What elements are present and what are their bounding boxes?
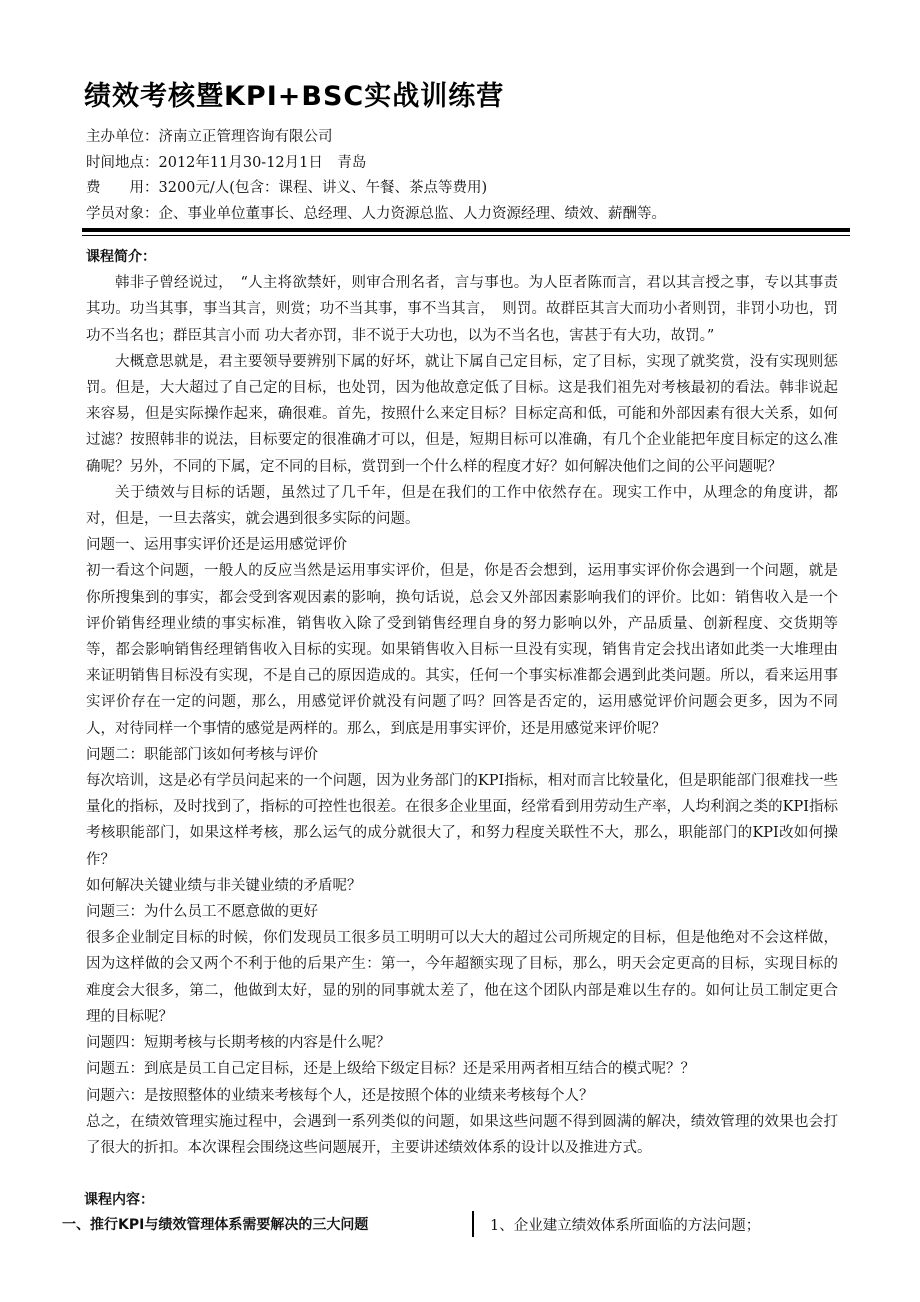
question-2-extra: 如何解决关键业绩与非关键业绩的矛盾呢？ xyxy=(86,877,362,894)
intro-paragraph-2: 大概意思就是，君主要领导要辨别下属的好坏，就让下属自己定目标，定了目标，实现了就奖赏，没有实现则惩罚。但是，大大超过了自己定的目标，也处罚，因为他故意定低了目标。这是我们祖先对考核最初的看法。韩非说起来容易，但是实际操作起来，确很难。首先，按照什么来定目标？目标定高和低，可能和外部因素有很大关系，如何过滤？按照韩非的说法，目标要定的很准确才可以，但是，短期目标可以准确，有几个企业能把年度目标定的这么准确呢？另外，不同的下属，定不同的目标，赏罚到一个什么样的程度才好？如何解决他们之间的公平问题呢？ xyxy=(86,353,838,475)
question-1-title: 问题一、运用事实评价还是运用感觉评价 xyxy=(86,537,347,554)
time-place-line: 时间地点：2012年11月30-12月1日 青岛 xyxy=(86,154,367,171)
question-3-body: 很多企业制定目标的时候，你们发现员工很多员工明明可以大大的超过公司所规定的目标，但是他绝对不会这样做，因为这样做的会又两个不利于他的后果产生：第一，今年超额实现了目标，那么，明天会定更高的目标，实现目标的难度会大很多，第二，他做到太好，显的别的同事就太差了，他在这个团队内部是难以生存的。如何让员工制定更合理的目标呢？ xyxy=(86,930,838,1025)
document-title: 绩效考核暨KPI+BSC实战训练营 xyxy=(84,81,505,112)
intro-paragraph-3: 关于绩效与目标的话题，虽然过了几千年，但是在我们的工作中依然存在。现实工作中，从理念的角度讲，都对，但是，一旦去落实，就会遇到很多实际的问题。 xyxy=(86,484,838,528)
content-heading: 课程内容： xyxy=(84,1192,154,1208)
header-divider-thick xyxy=(82,228,850,232)
audience-line: 学员对象：企、事业单位董事长、总经理、人力资源总监、人力资源经理、绩效、薪酬等。 xyxy=(86,205,666,222)
fee-line: 费 用：3200元/人(包含：课程、讲义、午餐、茶点等费用) xyxy=(86,180,488,196)
outline-section-1: 一、推行KPI与绩效管理体系需要解决的三大问题 xyxy=(62,1217,369,1233)
course-introduction xyxy=(86,244,838,1161)
outline-item-1: 1、企业建立绩效体系所面临的方法问题； xyxy=(490,1218,761,1234)
question-3-title: 问题三：为什么员工不愿意做的更好 xyxy=(86,904,318,921)
intro-paragraph-1: 韩非子曾经说过， “人主将欲禁奸，则审合刑名者，言与事也。为人臣者陈而言，君以其言授之事，专以其事责其功。功当其事，事当其言，则赏；功不当其事，事不当其言， 则罚。故群臣其言大而功小者则罚，非罚小功也，罚功不当名也；群臣其言小而 功大者亦罚，非不说于大功也，以为不当名也，害甚于有大功，故罚。” xyxy=(86,275,838,344)
organizer-line: 主办单位：济南立正管理咨询有限公司 xyxy=(86,129,333,145)
question-5-title: 问题五：到底是员工自己定目标，还是上级给下级定目标？还是采用两者相互结合的模式呢？？ xyxy=(86,1061,695,1078)
question-2-body: 每次培训，这是必有学员问起来的一个问题，因为业务部门的KPI指标，相对而言比较量化，但是职能部门很难找一些量化的指标，及时找到了，指标的可控性也很差。在很多企业里面，经常看到用劳动生产率，人均利润之类的KPI指标考核职能部门，如果这样考核，那么运气的成分就很大了，和努力程度关联性不大，那么，职能部门的KPI改如何操作？ xyxy=(86,773,838,868)
summary-paragraph: 总之，在绩效管理实施过程中，会遇到一系列类似的问题，如果这些问题不得到圆满的解决，绩效管理的效果也会打了很大的折扣。本次课程会围绕这些问题展开，主要讲述绩效体系的设计以及推进方式。 xyxy=(86,1113,838,1156)
intro-heading: 课程简介： xyxy=(86,249,156,265)
course-info xyxy=(86,125,666,227)
question-1-body: 初一看这个问题，一般人的反应当然是运用事实评价，但是，你是否会想到，运用事实评价你会遇到一个问题，就是你所搜集到的事实，都会受到客观因素的影响，换句话说，总会又外部因素影响我们的评价。比如：销售收入是一个评价销售经理业绩的事实标准，销售收入除了受到销售经理自身的努力影响以外，产品质量、创新程度、交货期等等，都会影响销售经理销售收入目标的实现。如果销售收入目标一旦没有实现，销售肯定会找出诸如此类一大堆理由来证明销售目标没有实现，不是自己的原因造成的。其实，任何一个事实标准都会遇到此类问题。所以，看来运用事实评价存在一定的问题，那么，用感觉评价就没有问题了吗？回答是否定的，运用感觉评价问题会更多，因为不同人，对待同样一个事情的感觉是两样的。那么，到底是用事实评价，还是用感觉来评价呢？ xyxy=(86,563,838,737)
header-divider-thin xyxy=(82,235,850,236)
question-2-title: 问题二：职能部门该如何考核与评价 xyxy=(86,746,318,763)
question-4-title: 问题四：短期考核与长期考核的内容是什么呢？ xyxy=(86,1035,391,1052)
question-6-title: 问题六：是按照整体的业绩来考核每个人，还是按照个体的业绩来考核每个人？ xyxy=(86,1087,594,1104)
outline-column-divider xyxy=(472,1211,474,1237)
